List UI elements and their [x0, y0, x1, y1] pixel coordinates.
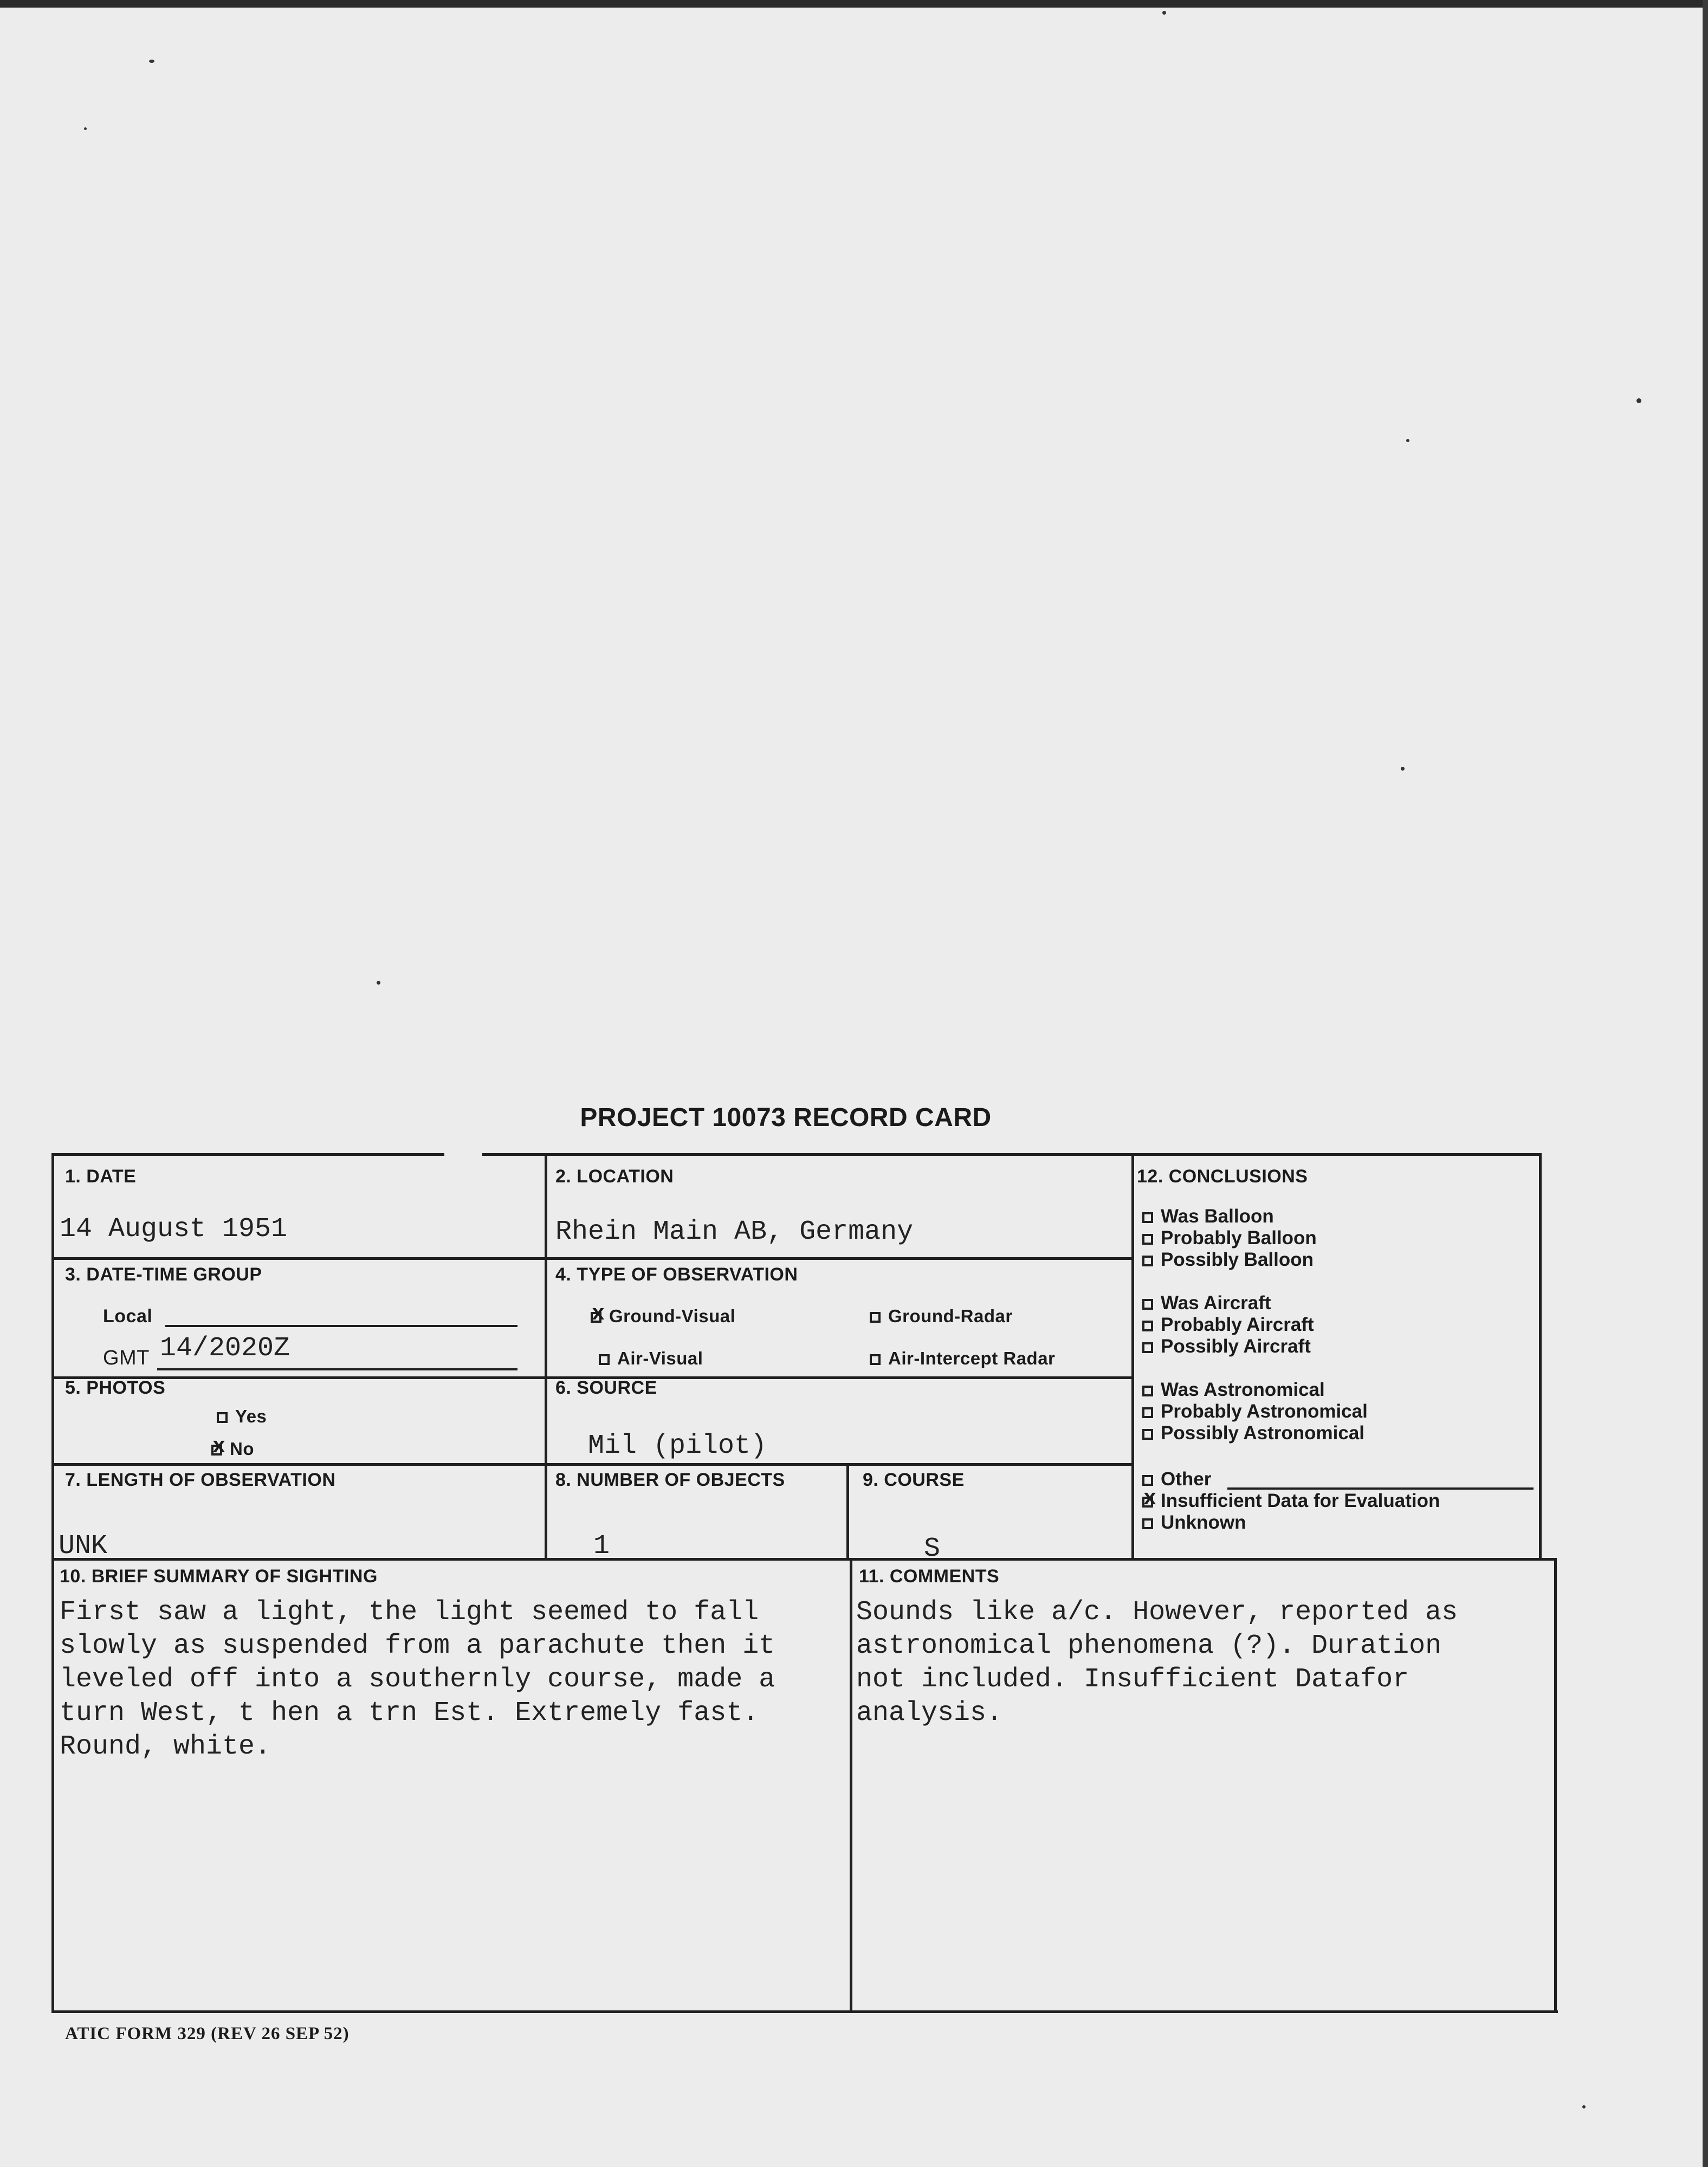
checkbox-conclusion	[1142, 1475, 1153, 1486]
conclusion-was-aircraft	[1142, 1292, 1271, 1314]
conclusion-possibly-astronomical	[1142, 1422, 1364, 1444]
photos-label: 5. PHOTOS	[65, 1377, 166, 1398]
checkbox-conclusion-checked	[1142, 1497, 1153, 1508]
scan-speck	[377, 981, 380, 985]
conclusion-label: Possibly Astronomical	[1161, 1422, 1365, 1444]
comments-line: astronomical phenomena (?). Duration	[856, 1631, 1442, 1661]
rule-after-row3	[51, 1463, 1133, 1466]
type-label: 4. TYPE OF OBSERVATION	[555, 1264, 798, 1285]
comments-line: analysis.	[856, 1698, 1003, 1729]
checkbox-conclusion	[1142, 1212, 1153, 1223]
checkbox-conclusion	[1142, 1321, 1153, 1331]
checkbox-ground-visual	[591, 1312, 601, 1323]
checkbox-air-intercept-radar	[870, 1354, 881, 1365]
objects-value: 1	[593, 1531, 610, 1562]
scan-speck	[1162, 11, 1166, 15]
conclusion-label: Probably Astronomical	[1161, 1401, 1368, 1422]
dtg-gmt-value: 14/2020Z	[160, 1333, 290, 1364]
scan-speck	[84, 127, 87, 130]
type-option-air-visual	[599, 1348, 703, 1369]
conclusion-label: Unknown	[1161, 1512, 1246, 1533]
dtg-gmt-label: GMT	[103, 1347, 150, 1369]
conclusions-label: 12. CONCLUSIONS	[1137, 1166, 1308, 1187]
checkbox-conclusion	[1142, 1429, 1153, 1440]
type-option-ground-visual	[591, 1306, 735, 1327]
scan-speck	[1582, 2105, 1586, 2108]
checkbox-ground-radar	[870, 1312, 881, 1323]
checkbox-conclusion	[1142, 1407, 1153, 1418]
dtg-local-underline	[165, 1325, 517, 1327]
scan-speck	[1401, 767, 1405, 771]
summary-line: leveled off into a southernly course, made a	[60, 1664, 775, 1695]
photos-yes	[217, 1406, 267, 1427]
objects-label: 8. NUMBER OF OBJECTS	[555, 1470, 785, 1490]
frame-left	[51, 1153, 54, 2013]
length-value: UNK	[59, 1531, 108, 1562]
summary-line: First saw a light, the light seemed to fall	[60, 1597, 759, 1628]
checkbox-photos-yes	[217, 1412, 228, 1423]
other-underline	[1227, 1487, 1534, 1490]
source-label: 6. SOURCE	[555, 1377, 657, 1398]
summary-text	[60, 1596, 840, 1764]
summary-label: 10. BRIEF SUMMARY OF SIGHTING	[60, 1566, 378, 1587]
conclusion-probably-astronomical	[1142, 1401, 1368, 1422]
scan-speck	[1636, 398, 1641, 403]
type-option-label: Air-Visual	[617, 1348, 703, 1368]
date-label: 1. DATE	[65, 1166, 137, 1187]
type-option-label: Ground-Visual	[609, 1306, 736, 1326]
location-value: Rhein Main AB, Germany	[555, 1217, 914, 1247]
type-option-air-intercept-radar	[870, 1348, 1055, 1369]
type-option-ground-radar	[870, 1306, 1013, 1327]
checkbox-conclusion	[1142, 1386, 1153, 1396]
conclusion-label: Possibly Balloon	[1161, 1249, 1314, 1270]
checkbox-conclusion	[1142, 1342, 1153, 1353]
checkbox-conclusion	[1142, 1518, 1153, 1529]
scan-speck	[149, 60, 154, 63]
conclusion-label: Insufficient Data for Evaluation	[1161, 1490, 1440, 1511]
checkbox-conclusion	[1142, 1234, 1153, 1245]
divider-date-location	[545, 1153, 547, 1560]
conclusion-label: Was Balloon	[1161, 1206, 1274, 1227]
summary-line: turn West, t hen a trn Est. Extremely fast.	[60, 1698, 759, 1729]
checkbox-conclusion	[1142, 1256, 1153, 1266]
conclusion-was-astronomical	[1142, 1379, 1325, 1401]
checkbox-conclusion	[1142, 1299, 1153, 1310]
photos-no-label: No	[230, 1439, 254, 1459]
comments-text	[856, 1596, 1544, 1730]
scan-edge-top	[0, 0, 1708, 8]
conclusion-label: Probably Aircraft	[1161, 1314, 1314, 1335]
conclusion-probably-balloon	[1142, 1227, 1317, 1249]
comments-label: 11. COMMENTS	[859, 1566, 1000, 1587]
divider-summary-comments	[850, 1558, 852, 2013]
length-label: 7. LENGTH OF OBSERVATION	[65, 1470, 336, 1490]
conclusion-label: Other	[1161, 1469, 1212, 1490]
frame-right-upper	[1539, 1153, 1542, 1560]
conclusion-possibly-balloon	[1142, 1249, 1314, 1271]
conclusion-insufficient-data	[1142, 1490, 1440, 1512]
form-footer: ATIC FORM 329 (REV 26 SEP 52)	[65, 2024, 350, 2043]
conclusion-possibly-aircraft	[1142, 1336, 1311, 1357]
type-option-label: Air-Intercept Radar	[888, 1348, 1056, 1368]
rule-after-row4	[51, 1558, 1557, 1561]
conclusion-label: Was Astronomical	[1161, 1379, 1325, 1400]
conclusion-was-balloon	[1142, 1206, 1274, 1227]
rule-after-row1	[51, 1257, 1133, 1260]
location-label: 2. LOCATION	[555, 1166, 674, 1187]
frame-top-left	[51, 1153, 444, 1156]
scan-speck	[1406, 439, 1409, 442]
frame-top-right	[482, 1153, 1542, 1156]
dtg-label: 3. DATE-TIME GROUP	[65, 1264, 262, 1285]
conclusion-label: Probably Balloon	[1161, 1227, 1317, 1249]
summary-line: slowly as suspended from a parachute then it	[60, 1631, 775, 1661]
course-value: S	[924, 1534, 941, 1564]
conclusion-label: Was Aircraft	[1161, 1292, 1271, 1314]
comments-line: not included. Insufficient Datafor	[856, 1664, 1409, 1695]
conclusion-unknown	[1142, 1512, 1246, 1534]
dtg-gmt-underline	[157, 1368, 517, 1370]
photos-yes-label: Yes	[235, 1406, 267, 1426]
photos-no	[211, 1439, 254, 1459]
comments-line: Sounds like a/c. However, reported as	[856, 1597, 1458, 1628]
divider-location-conclusions	[1131, 1153, 1134, 1560]
frame-bottom	[51, 2010, 1558, 2013]
checkbox-air-visual	[599, 1354, 610, 1365]
summary-line: Round, white.	[60, 1731, 271, 1762]
card-title: PROJECT 10073 RECORD CARD	[580, 1103, 992, 1132]
conclusion-probably-aircraft	[1142, 1314, 1314, 1336]
date-value: 14 August 1951	[60, 1214, 288, 1245]
scan-edge-right	[1703, 0, 1708, 2167]
frame-right-lower	[1554, 1558, 1557, 2013]
dtg-local-label: Local	[103, 1306, 153, 1327]
divider-objects-course	[846, 1466, 849, 1560]
checkbox-photos-no	[211, 1445, 222, 1456]
type-option-label: Ground-Radar	[888, 1306, 1013, 1326]
course-label: 9. COURSE	[863, 1470, 965, 1490]
source-value: Mil (pilot)	[588, 1431, 767, 1461]
conclusion-label: Possibly Aircraft	[1161, 1336, 1311, 1357]
